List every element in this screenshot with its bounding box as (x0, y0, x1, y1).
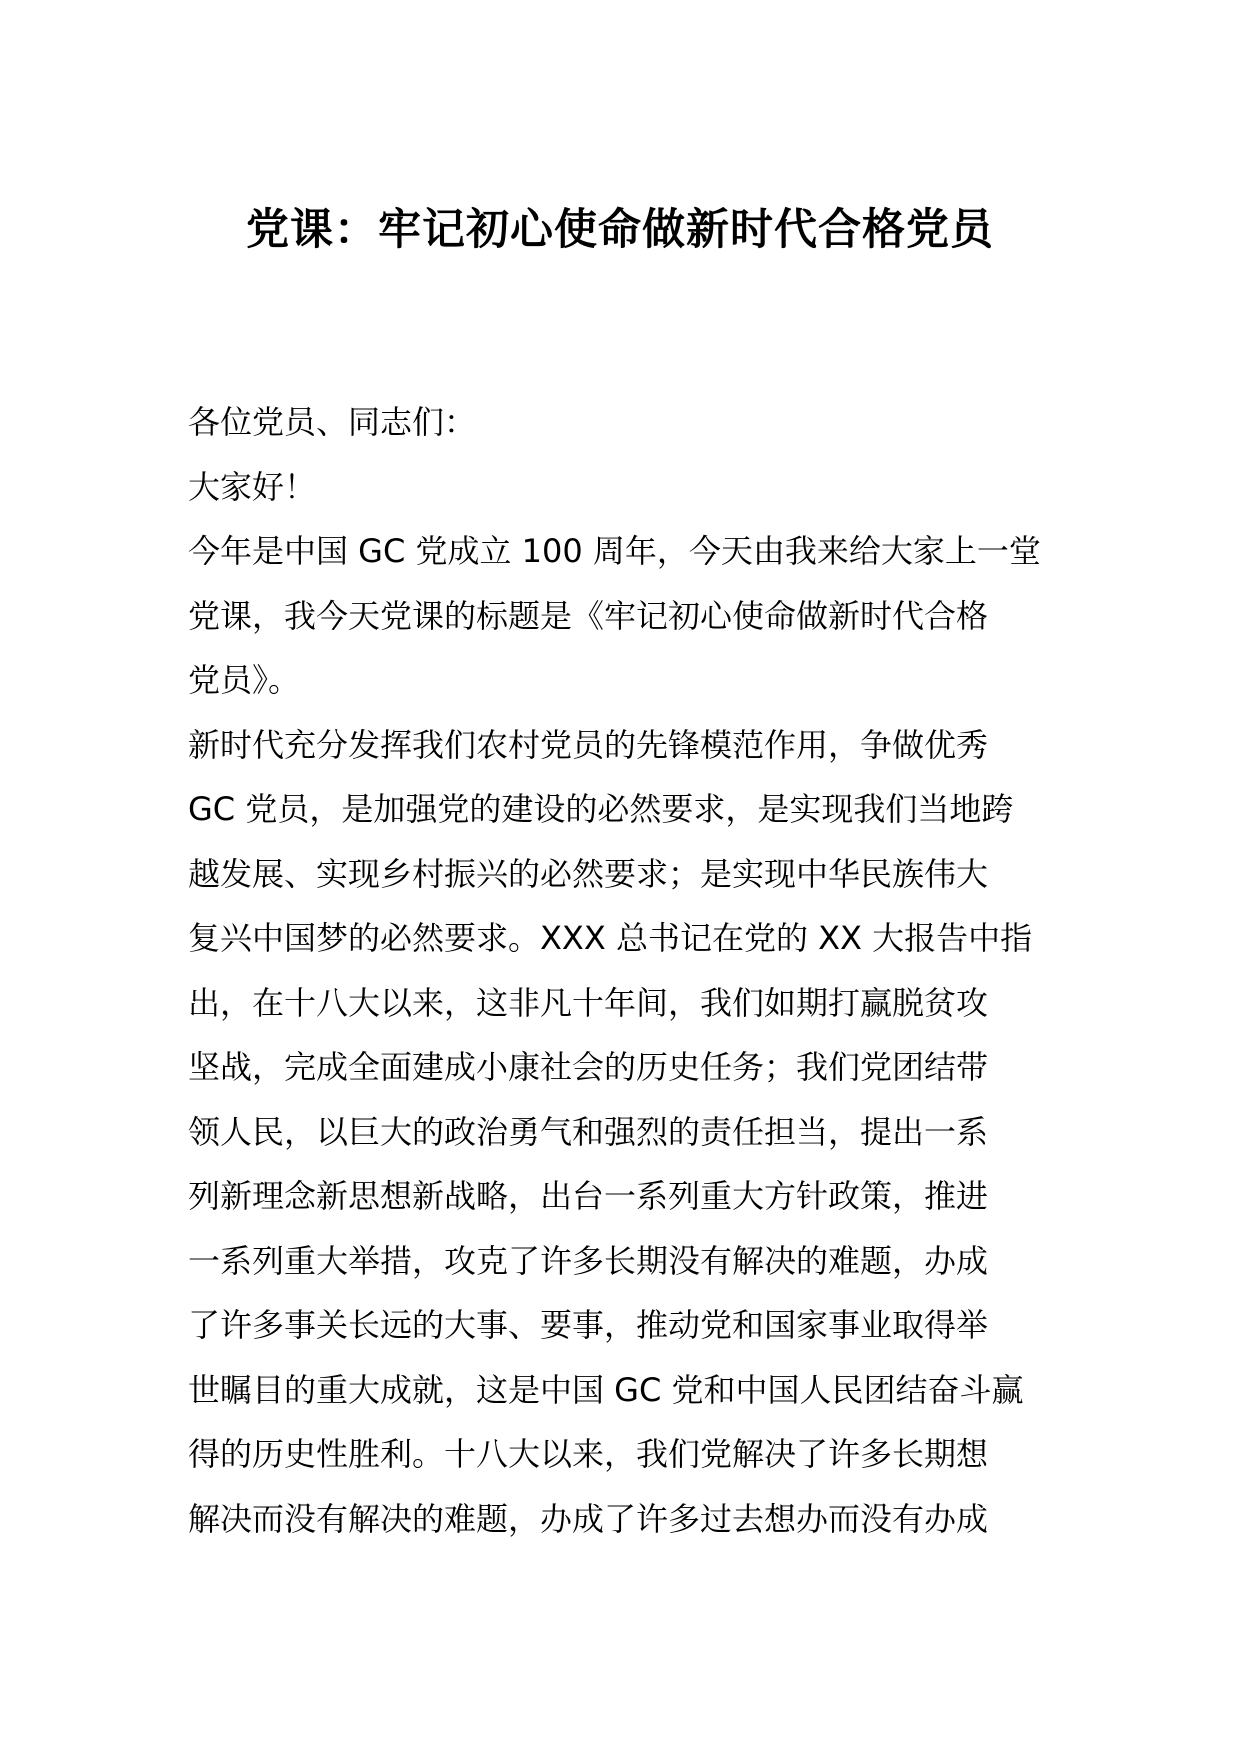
body-line: 了许多事关长远的大事、要事，推动党和国家事业取得举 (188, 1306, 989, 1344)
body-line: 列新理念新思想新战略，出台一系列重大方针政策，推进 (188, 1177, 989, 1215)
body-line: 党员》。 (188, 661, 301, 699)
body-line: 今年是中国 GC 党成立 100 周年，今天由我来给大家上一堂 (188, 532, 1041, 570)
document-title: 党课：牢记初心使命做新时代合格党员 (246, 205, 994, 255)
body-line: 得的历史性胜利。十八大以来，我们党解决了许多长期想 (188, 1435, 989, 1473)
body-line: 领人民，以巨大的政治勇气和强烈的责任担当，提出一系 (188, 1112, 989, 1151)
body-line: 新时代充分发挥我们农村党员的先锋模范作用，争做优秀 (188, 725, 989, 764)
body-line: 出，在十八大以来，这非凡十年间，我们如期打赢脱贫攻 (188, 983, 989, 1022)
body-line: GC 党员，是加强党的建设的必然要求，是实现我们当地跨 (188, 790, 1014, 828)
body-line: 大家好！ (188, 467, 317, 506)
body-line: 一系列重大举措，攻克了许多长期没有解决的难题，办成 (188, 1241, 989, 1280)
document-body (188, 390, 1058, 1551)
body-line: 坚战，完成全面建成小康社会的历史任务；我们党团结带 (188, 1048, 989, 1086)
body-line: 解决而没有解决的难题，办成了许多过去想办而没有办成 (188, 1499, 989, 1538)
body-line: 各位党员、同志们： (188, 403, 477, 441)
body-line: 越发展、实现乡村振兴的必然要求；是实现中华民族伟大 (188, 854, 989, 893)
body-line: 复兴中国梦的必然要求。XXX 总书记在党的 XX 大报告中指 (188, 919, 1033, 957)
body-line: 世瞩目的重大成就，这是中国 GC 党和中国人民团结奋斗赢 (188, 1370, 1024, 1409)
body-line: 党课，我今天党课的标题是《牢记初心使命做新时代合格 (188, 596, 989, 635)
